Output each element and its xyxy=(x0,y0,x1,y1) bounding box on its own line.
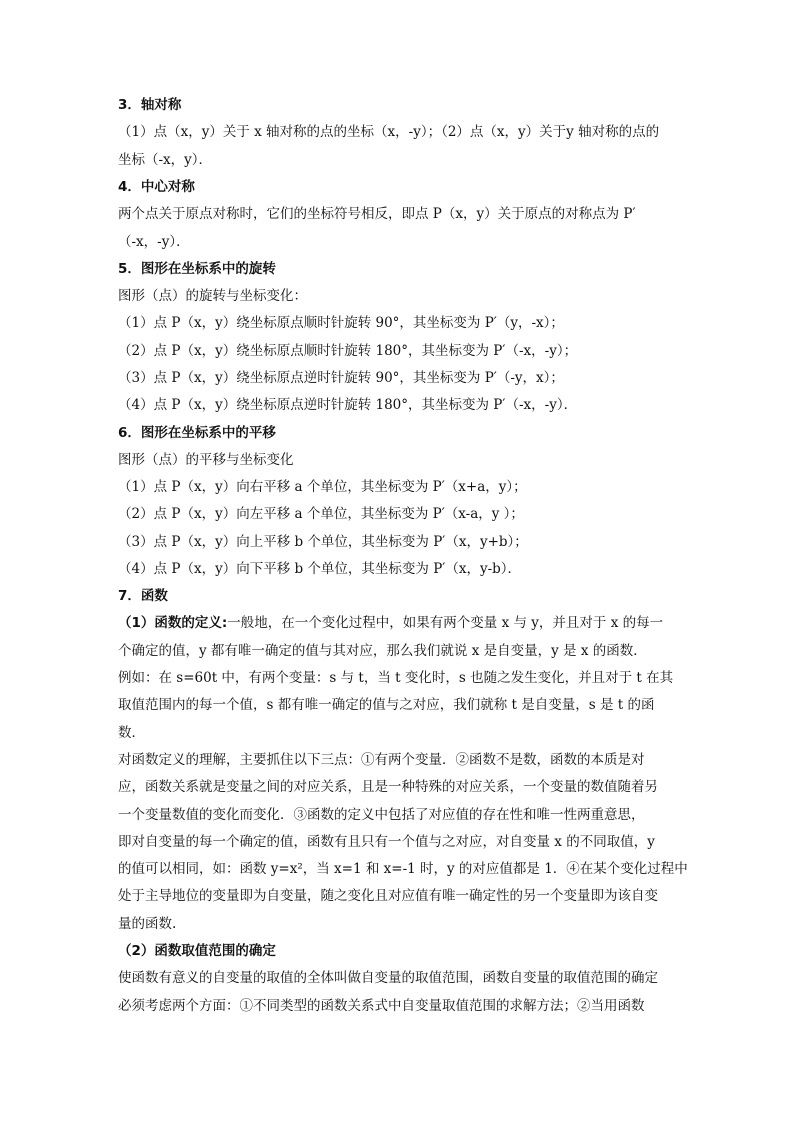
understanding-line-7: 量的函数. xyxy=(118,916,177,932)
range-line-1: 使函数有意义的自变量的取值的全体叫做自变量的取值范围，函数自变量的取值范围的确定 xyxy=(118,970,658,986)
example-line-3: 数． xyxy=(118,725,145,741)
section-6-item-2: （2）点 P（x，y）向左平移 a 个单位，其坐标变为 P′（x-a，y ）； xyxy=(118,506,524,522)
example-line-1: 例如：在 s=60t 中，有两个变量：s 与 t，当 t 变化时，s 也随之发生变化，并且对于 t 在其 xyxy=(118,670,674,686)
section-5-item-1: （1）点 P（x，y）绕坐标原点顺时针旋转 90°，其坐标变为 P′（y，-x）； xyxy=(118,315,564,331)
function-definition-text: 一般地，在一个变化过程中，如果有两个变量 x 与 y，并且对于 x 的每一 xyxy=(227,615,664,631)
section-6-item-3: （3）点 P（x，y）向上平移 b 个单位，其坐标变为 P′（x，y+b）； xyxy=(118,534,528,550)
understanding-line-6: 处于主导地位的变量即为自变量，随之变化且对应值有唯一确定性的另一个变量即为该自变 xyxy=(118,888,658,904)
section-4-line-1: 两个点关于原点对称时，它们的坐标符号相反，即点 P（x，y）关于原点的对称点为 P′ xyxy=(118,206,636,222)
section-5-item-3: （3）点 P（x，y）绕坐标原点逆时针旋转 90°，其坐标变为 P′（-y，x）； xyxy=(118,370,564,386)
section-6-item-1: （1）点 P（x，y）向右平移 a 个单位，其坐标变为 P′（x+a，y）； xyxy=(118,479,527,495)
function-definition-line-1 xyxy=(118,615,663,631)
section-4-line-2: （-x，-y）． xyxy=(118,234,190,250)
range-heading: （2）函数取值范围的确定 xyxy=(118,943,276,959)
section-5-heading: 5．图形在坐标系中的旋转 xyxy=(118,261,276,277)
understanding-line-4: 即对自变量的每一个确定的值，函数有且只有一个值与之对应，对自变量 x 的不同取值，y xyxy=(118,834,655,850)
function-definition-label: （1）函数的定义: xyxy=(118,615,228,631)
section-6-item-4: （4）点 P（x，y）向下平移 b 个单位，其坐标变为 P′（x，y-b）． xyxy=(118,561,522,577)
section-7-heading: 7．函数 xyxy=(118,588,168,604)
section-5-item-4: （4）点 P（x，y）绕坐标原点逆时针旋转 180°，其坐标变为 P′（-x，-y）． xyxy=(118,397,578,413)
section-5-intro: 图形（点）的旋转与坐标变化： xyxy=(118,288,307,304)
understanding-line-5: 的值可以相同，如：函数 y=x²，当 x=1 和 x=-1 时，y 的对应值都是 1．④在某个变化过程中 xyxy=(118,861,688,877)
example-line-2: 取值范围内的每一个值，s 都有唯一确定的值与之对应，我们就称 t 是自变量，s 是 t 的函 xyxy=(118,697,655,713)
understanding-line-1: 对函数定义的理解，主要抓住以下三点：①有两个变量．②函数不是数，函数的本质是对 xyxy=(118,752,645,768)
section-5-item-2: （2）点 P（x，y）绕坐标原点顺时针旋转 180°，其坐标变为 P′（-x，-y）； xyxy=(118,343,578,359)
understanding-line-3: 一个变量数值的变化而变化．③函数的定义中包括了对应值的存在性和唯一性两重意思， xyxy=(118,807,645,823)
function-definition-line-2: 个确定的值，y 都有唯一确定的值与其对应，那么我们就说 x 是自变量，y 是 x 的函数． xyxy=(118,643,647,659)
section-3-heading: 3．轴对称 xyxy=(118,97,182,113)
section-6-intro: 图形（点）的平移与坐标变化 xyxy=(118,452,294,468)
section-6-heading: 6．图形在坐标系中的平移 xyxy=(118,425,276,441)
section-3-line-2: 坐标（-x，y）． xyxy=(118,152,213,168)
section-3-line-1: （1）点（x，y）关于 x 轴对称的点的坐标（x，-y）；（2）点（x，y）关于y 轴对称的点的 xyxy=(118,124,660,140)
section-4-heading: 4．中心对称 xyxy=(118,179,195,195)
understanding-line-2: 应，函数关系就是变量之间的对应关系，且是一种特殊的对应关系，一个变量的数值随着另 xyxy=(118,779,658,795)
range-line-2: 必须考虑两个方面：①不同类型的函数关系式中自变量取值范围的求解方法；②当用函数 xyxy=(118,998,645,1014)
